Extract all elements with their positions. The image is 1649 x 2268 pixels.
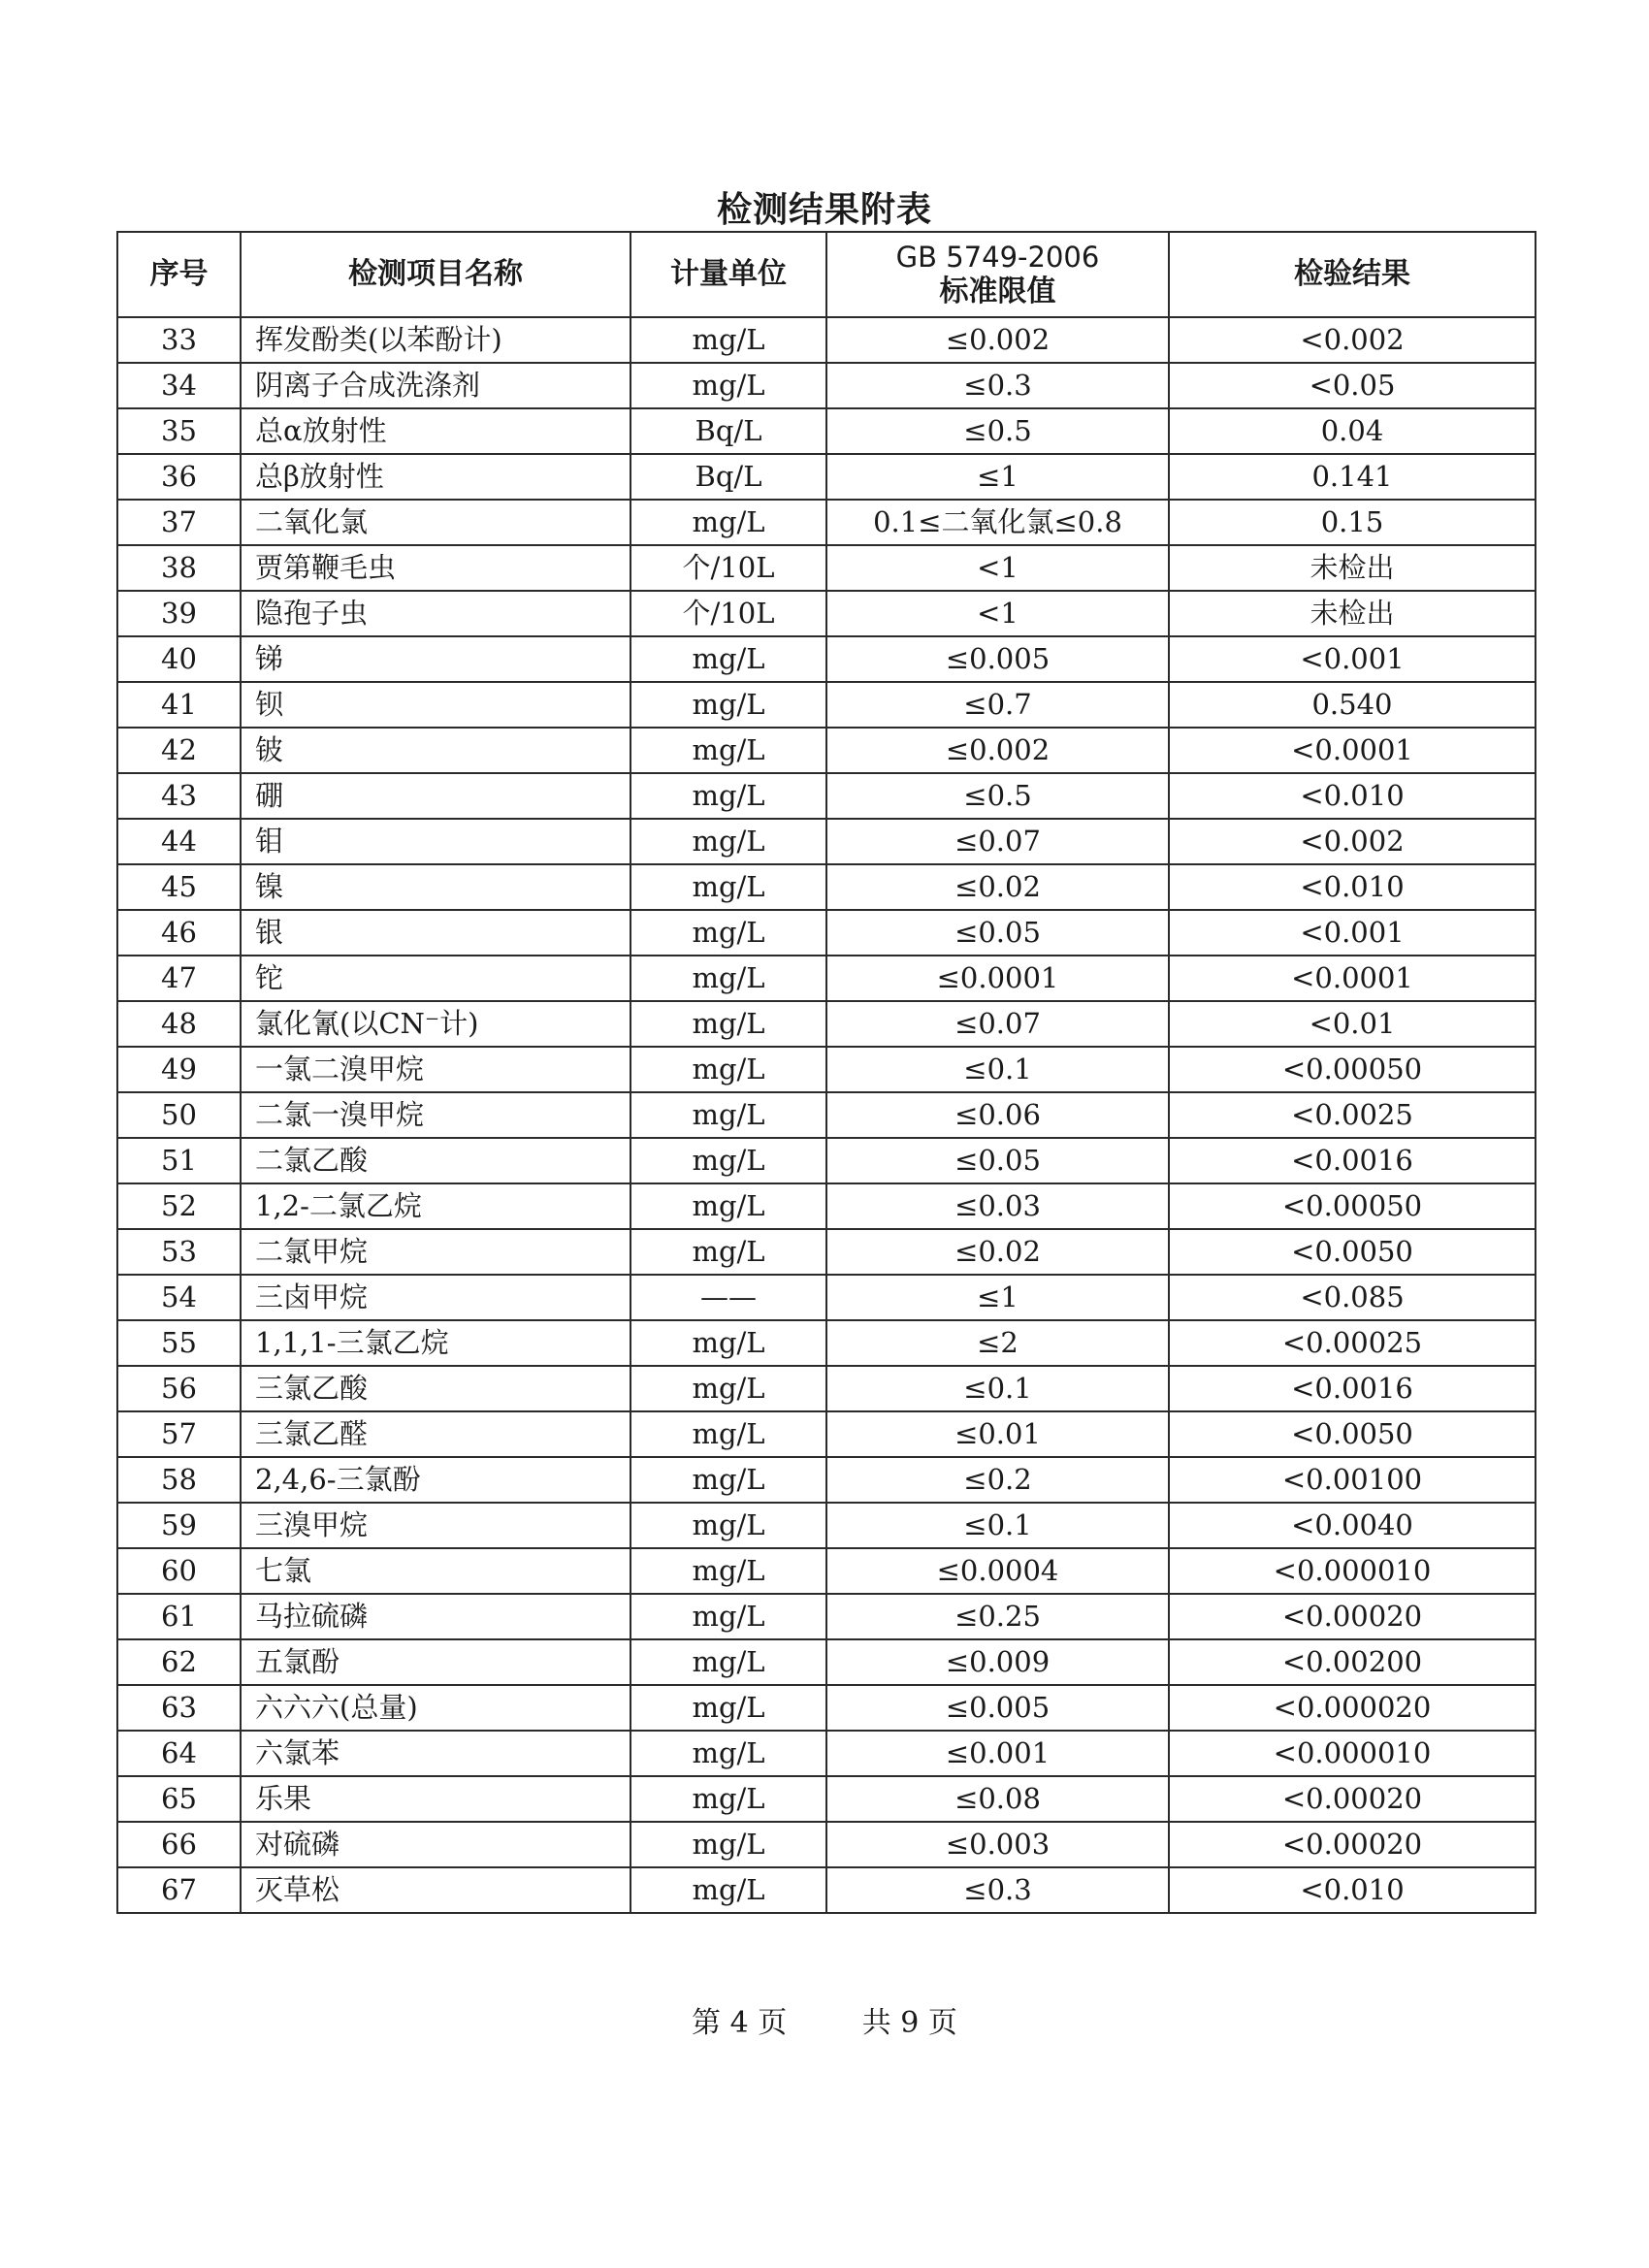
- cell-result: <0.00050: [1169, 1047, 1536, 1092]
- cell-item-name: 二氯甲烷: [241, 1229, 630, 1275]
- header-unit: 计量单位: [630, 232, 826, 317]
- cell-limit: ≤1: [826, 1275, 1169, 1320]
- cell-index: 58: [117, 1457, 241, 1503]
- table-row: [117, 1867, 1536, 1913]
- cell-item-name: 镍: [241, 864, 630, 910]
- cell-unit: mg/L: [630, 500, 826, 545]
- cell-result: <0.002: [1169, 819, 1536, 864]
- cell-item-name: 铍: [241, 728, 630, 773]
- cell-limit: ≤0.005: [826, 636, 1169, 682]
- cell-item-name: 2,4,6-三氯酚: [241, 1457, 630, 1503]
- cell-result: 未检出: [1169, 591, 1536, 636]
- table-row: [117, 864, 1536, 910]
- cell-result: <0.05: [1169, 363, 1536, 408]
- cell-unit: mg/L: [630, 1594, 826, 1639]
- table-row: [117, 1685, 1536, 1731]
- table-body: [117, 317, 1536, 1913]
- table-header-row: [117, 232, 1536, 317]
- cell-result: 未检出: [1169, 545, 1536, 591]
- cell-unit: mg/L: [630, 956, 826, 1001]
- cell-index: 66: [117, 1822, 241, 1867]
- table-row: [117, 1776, 1536, 1822]
- table-row: [117, 728, 1536, 773]
- cell-result: <0.001: [1169, 910, 1536, 956]
- table-row: [117, 956, 1536, 1001]
- cell-unit: mg/L: [630, 1822, 826, 1867]
- cell-index: 46: [117, 910, 241, 956]
- cell-limit: ≤0.08: [826, 1776, 1169, 1822]
- cell-index: 50: [117, 1092, 241, 1138]
- cell-unit: mg/L: [630, 1731, 826, 1776]
- cell-item-name: 银: [241, 910, 630, 956]
- cell-limit: ≤0.07: [826, 1001, 1169, 1047]
- cell-unit: mg/L: [630, 682, 826, 728]
- cell-unit: mg/L: [630, 1503, 826, 1548]
- cell-limit: ≤0.3: [826, 363, 1169, 408]
- cell-item-name: 五氯酚: [241, 1639, 630, 1685]
- table-row: [117, 1001, 1536, 1047]
- cell-limit: ≤0.002: [826, 317, 1169, 363]
- cell-item-name: 三氯乙醛: [241, 1411, 630, 1457]
- cell-result: <0.0025: [1169, 1092, 1536, 1138]
- cell-limit: ≤0.1: [826, 1366, 1169, 1411]
- cell-item-name: 二氯一溴甲烷: [241, 1092, 630, 1138]
- table-row: [117, 910, 1536, 956]
- cell-result: <0.0016: [1169, 1366, 1536, 1411]
- cell-item-name: 三卤甲烷: [241, 1275, 630, 1320]
- cell-result: <0.0016: [1169, 1138, 1536, 1183]
- cell-limit: ≤2: [826, 1320, 1169, 1366]
- cell-unit: mg/L: [630, 864, 826, 910]
- cell-limit: ≤0.7: [826, 682, 1169, 728]
- table-row: [117, 1503, 1536, 1548]
- cell-limit: ≤0.1: [826, 1503, 1169, 1548]
- cell-limit: ≤0.01: [826, 1411, 1169, 1457]
- cell-item-name: 三氯乙酸: [241, 1366, 630, 1411]
- cell-index: 60: [117, 1548, 241, 1594]
- cell-result: <0.000010: [1169, 1548, 1536, 1594]
- table-row: [117, 1092, 1536, 1138]
- cell-result: <0.00020: [1169, 1594, 1536, 1639]
- cell-limit: ≤0.0001: [826, 956, 1169, 1001]
- table-row: [117, 773, 1536, 819]
- cell-item-name: 1,1,1-三氯乙烷: [241, 1320, 630, 1366]
- table-row: [117, 1138, 1536, 1183]
- page-footer: [0, 1998, 1649, 2041]
- cell-item-name: 贾第鞭毛虫: [241, 545, 630, 591]
- table-row: [117, 1047, 1536, 1092]
- cell-index: 41: [117, 682, 241, 728]
- cell-index: 65: [117, 1776, 241, 1822]
- page-number: 第 4 页: [692, 2006, 788, 2040]
- page-total: 共 9 页: [861, 2006, 957, 2040]
- cell-result: <0.001: [1169, 636, 1536, 682]
- cell-unit: mg/L: [630, 1183, 826, 1229]
- cell-limit: ≤0.02: [826, 864, 1169, 910]
- cell-limit: ≤0.06: [826, 1092, 1169, 1138]
- cell-unit: mg/L: [630, 1047, 826, 1092]
- cell-limit: ≤1: [826, 454, 1169, 500]
- cell-unit: Bq/L: [630, 454, 826, 500]
- cell-limit: ≤0.0004: [826, 1548, 1169, 1594]
- cell-index: 55: [117, 1320, 241, 1366]
- table-row: [117, 363, 1536, 408]
- cell-unit: mg/L: [630, 1092, 826, 1138]
- cell-unit: mg/L: [630, 1548, 826, 1594]
- cell-unit: mg/L: [630, 819, 826, 864]
- cell-item-name: 钡: [241, 682, 630, 728]
- table-row: [117, 500, 1536, 545]
- cell-index: 59: [117, 1503, 241, 1548]
- cell-unit: ——: [630, 1275, 826, 1320]
- results-table: [116, 231, 1536, 1914]
- cell-limit: ≤0.02: [826, 1229, 1169, 1275]
- cell-index: 56: [117, 1366, 241, 1411]
- cell-item-name: 马拉硫磷: [241, 1594, 630, 1639]
- cell-unit: mg/L: [630, 1867, 826, 1913]
- cell-item-name: 总β放射性: [241, 454, 630, 500]
- cell-unit: mg/L: [630, 773, 826, 819]
- cell-result: <0.002: [1169, 317, 1536, 363]
- cell-unit: mg/L: [630, 1776, 826, 1822]
- table-row: [117, 1275, 1536, 1320]
- cell-index: 64: [117, 1731, 241, 1776]
- table-row: [117, 545, 1536, 591]
- cell-item-name: 七氯: [241, 1548, 630, 1594]
- cell-limit: ≤0.002: [826, 728, 1169, 773]
- header-item-name: 检测项目名称: [241, 232, 630, 317]
- cell-limit: ≤0.5: [826, 408, 1169, 454]
- cell-item-name: 对硫磷: [241, 1822, 630, 1867]
- cell-item-name: 氯化氰(以CN⁻计): [241, 1001, 630, 1047]
- cell-index: 44: [117, 819, 241, 864]
- cell-unit: mg/L: [630, 363, 826, 408]
- header-standard-code: GB 5749-2006: [895, 241, 1100, 274]
- cell-limit: ≤0.03: [826, 1183, 1169, 1229]
- cell-index: 42: [117, 728, 241, 773]
- cell-result: <0.00050: [1169, 1183, 1536, 1229]
- table-row: [117, 1639, 1536, 1685]
- table-row: [117, 1411, 1536, 1457]
- cell-item-name: 隐孢子虫: [241, 591, 630, 636]
- table-row: [117, 1457, 1536, 1503]
- cell-result: <0.000010: [1169, 1731, 1536, 1776]
- cell-result: <0.0050: [1169, 1229, 1536, 1275]
- cell-unit: mg/L: [630, 317, 826, 363]
- cell-item-name: 铊: [241, 956, 630, 1001]
- cell-result: <0.0001: [1169, 728, 1536, 773]
- header-standard-label: 标准限值: [939, 275, 1056, 308]
- table-row: [117, 1731, 1536, 1776]
- cell-index: 36: [117, 454, 241, 500]
- cell-limit: ≤0.005: [826, 1685, 1169, 1731]
- cell-index: 47: [117, 956, 241, 1001]
- table-row: [117, 1548, 1536, 1594]
- table-row: [117, 1183, 1536, 1229]
- cell-limit: ≤0.003: [826, 1822, 1169, 1867]
- cell-result: 0.04: [1169, 408, 1536, 454]
- table-row: [117, 819, 1536, 864]
- page-title: 检测结果附表: [716, 190, 932, 230]
- cell-unit: mg/L: [630, 1001, 826, 1047]
- cell-unit: mg/L: [630, 1639, 826, 1685]
- cell-index: 35: [117, 408, 241, 454]
- cell-result: <0.010: [1169, 773, 1536, 819]
- cell-limit: <1: [826, 591, 1169, 636]
- cell-item-name: 乐果: [241, 1776, 630, 1822]
- cell-result: 0.540: [1169, 682, 1536, 728]
- table-row: [117, 1822, 1536, 1867]
- cell-unit: 个/10L: [630, 591, 826, 636]
- header-standard-limit: [826, 232, 1169, 317]
- table-row: [117, 682, 1536, 728]
- cell-index: 57: [117, 1411, 241, 1457]
- cell-limit: ≤0.07: [826, 819, 1169, 864]
- cell-result: <0.0001: [1169, 956, 1536, 1001]
- cell-limit: <1: [826, 545, 1169, 591]
- cell-limit: ≤0.009: [826, 1639, 1169, 1685]
- cell-limit: ≤0.05: [826, 910, 1169, 956]
- cell-item-name: 六氯苯: [241, 1731, 630, 1776]
- cell-item-name: 二氯乙酸: [241, 1138, 630, 1183]
- cell-unit: mg/L: [630, 1457, 826, 1503]
- cell-limit: 0.1≤二氧化氯≤0.8: [826, 500, 1169, 545]
- cell-result: <0.00025: [1169, 1320, 1536, 1366]
- cell-limit: ≤0.001: [826, 1731, 1169, 1776]
- cell-index: 37: [117, 500, 241, 545]
- cell-index: 61: [117, 1594, 241, 1639]
- cell-index: 52: [117, 1183, 241, 1229]
- cell-unit: mg/L: [630, 636, 826, 682]
- cell-result: <0.00200: [1169, 1639, 1536, 1685]
- cell-index: 33: [117, 317, 241, 363]
- table-row: [117, 1320, 1536, 1366]
- header-result: 检验结果: [1169, 232, 1536, 317]
- cell-item-name: 一氯二溴甲烷: [241, 1047, 630, 1092]
- cell-unit: Bq/L: [630, 408, 826, 454]
- table-row: [117, 454, 1536, 500]
- cell-item-name: 硼: [241, 773, 630, 819]
- cell-index: 54: [117, 1275, 241, 1320]
- cell-result: 0.141: [1169, 454, 1536, 500]
- table-row: [117, 408, 1536, 454]
- cell-item-name: 三溴甲烷: [241, 1503, 630, 1548]
- cell-result: <0.085: [1169, 1275, 1536, 1320]
- table-row: [117, 591, 1536, 636]
- table-row: [117, 1594, 1536, 1639]
- cell-result: <0.010: [1169, 864, 1536, 910]
- cell-limit: ≤0.25: [826, 1594, 1169, 1639]
- cell-item-name: 锑: [241, 636, 630, 682]
- cell-result: <0.00020: [1169, 1822, 1536, 1867]
- cell-index: 45: [117, 864, 241, 910]
- cell-item-name: 总α放射性: [241, 408, 630, 454]
- cell-unit: mg/L: [630, 1411, 826, 1457]
- cell-limit: ≤0.2: [826, 1457, 1169, 1503]
- cell-unit: mg/L: [630, 1366, 826, 1411]
- table-row: [117, 1366, 1536, 1411]
- cell-item-name: 二氧化氯: [241, 500, 630, 545]
- cell-unit: 个/10L: [630, 545, 826, 591]
- cell-unit: mg/L: [630, 1138, 826, 1183]
- table-row: [117, 317, 1536, 363]
- cell-limit: ≤0.05: [826, 1138, 1169, 1183]
- cell-unit: mg/L: [630, 728, 826, 773]
- cell-index: 53: [117, 1229, 241, 1275]
- cell-limit: ≤0.1: [826, 1047, 1169, 1092]
- cell-index: 38: [117, 545, 241, 591]
- cell-unit: mg/L: [630, 1229, 826, 1275]
- cell-item-name: 钼: [241, 819, 630, 864]
- cell-result: 0.15: [1169, 500, 1536, 545]
- table-row: [117, 1229, 1536, 1275]
- cell-result: <0.0040: [1169, 1503, 1536, 1548]
- cell-item-name: 灭草松: [241, 1867, 630, 1913]
- cell-index: 43: [117, 773, 241, 819]
- cell-unit: mg/L: [630, 1685, 826, 1731]
- cell-limit: ≤0.3: [826, 1867, 1169, 1913]
- cell-item-name: 1,2-二氯乙烷: [241, 1183, 630, 1229]
- cell-index: 39: [117, 591, 241, 636]
- cell-item-name: 阴离子合成洗涤剂: [241, 363, 630, 408]
- cell-index: 51: [117, 1138, 241, 1183]
- cell-index: 34: [117, 363, 241, 408]
- cell-result: <0.01: [1169, 1001, 1536, 1047]
- cell-index: 63: [117, 1685, 241, 1731]
- cell-index: 67: [117, 1867, 241, 1913]
- cell-unit: mg/L: [630, 1320, 826, 1366]
- cell-result: <0.010: [1169, 1867, 1536, 1913]
- cell-index: 40: [117, 636, 241, 682]
- cell-result: <0.00020: [1169, 1776, 1536, 1822]
- cell-index: 62: [117, 1639, 241, 1685]
- cell-index: 49: [117, 1047, 241, 1092]
- table-row: [117, 636, 1536, 682]
- cell-unit: mg/L: [630, 910, 826, 956]
- cell-index: 48: [117, 1001, 241, 1047]
- cell-item-name: 六六六(总量): [241, 1685, 630, 1731]
- cell-item-name: 挥发酚类(以苯酚计): [241, 317, 630, 363]
- header-index: 序号: [117, 232, 241, 317]
- cell-result: <0.0050: [1169, 1411, 1536, 1457]
- cell-result: <0.00100: [1169, 1457, 1536, 1503]
- cell-limit: ≤0.5: [826, 773, 1169, 819]
- cell-result: <0.000020: [1169, 1685, 1536, 1731]
